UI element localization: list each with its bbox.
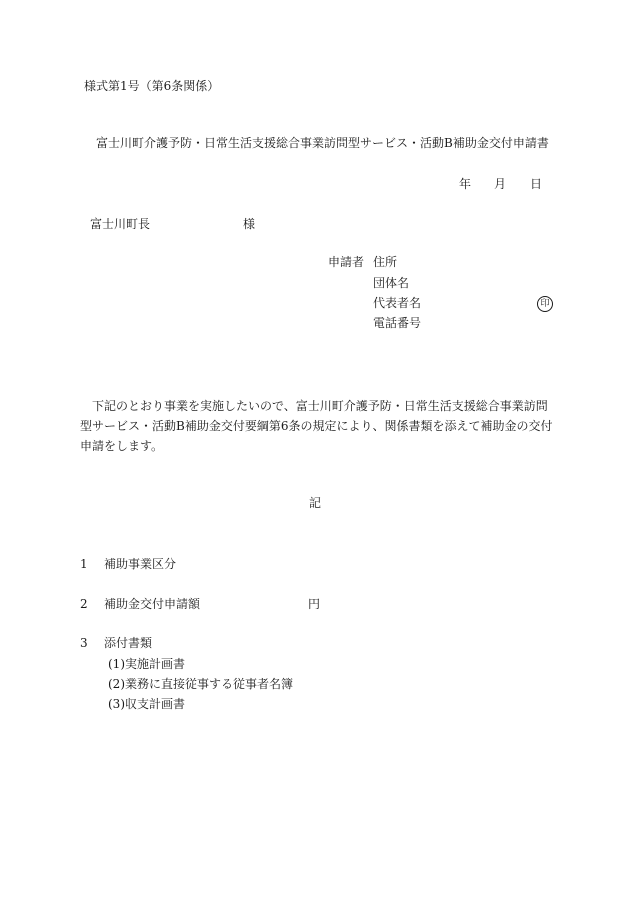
addressee-honorific: 様 (243, 217, 256, 231)
document-title: 富士川町介護予防・日常生活支援総合事業訪問型サービス・活動B補助金交付申請書 (96, 136, 549, 150)
applicant-org-label: 団体名 (373, 276, 410, 290)
item-number: 2 (80, 597, 88, 611)
item-label: 添付書類 (104, 636, 153, 650)
attachment-item: (3)収支計画書 (108, 697, 185, 711)
applicant-address-label: 住所 (373, 255, 398, 269)
item-label: 補助事業区分 (104, 557, 177, 571)
item-number: 1 (80, 557, 88, 571)
attachment-item: (2)業務に直接従事する従事者名簿 (108, 677, 293, 691)
yen-unit: 円 (308, 597, 321, 611)
attachment-item: (1)実施計画書 (108, 657, 185, 671)
applicant-representative-label: 代表者名 (373, 296, 422, 310)
form-number: 様式第1号（第6条関係） (84, 79, 220, 93)
ki-heading: 記 (309, 496, 322, 510)
item-number: 3 (80, 636, 88, 650)
date-day: 日 (530, 177, 543, 191)
date-month: 月 (494, 177, 507, 191)
addressee-name: 富士川町長 (90, 217, 151, 231)
applicant-label: 申請者 (328, 255, 365, 269)
date-year: 年 (459, 177, 472, 191)
application-body-text: 下記のとおり事業を実施したいので、富士川町介護予防・日常生活支援総合事業訪問型サービス・活動B補助金交付要綱第6条の規定により、関係書類を添えて補助金の交付申請をします。 (80, 399, 553, 453)
applicant-phone-label: 電話番号 (373, 316, 422, 330)
seal-mark: 印 (537, 296, 553, 312)
item-label: 補助金交付申請額 (104, 597, 201, 611)
